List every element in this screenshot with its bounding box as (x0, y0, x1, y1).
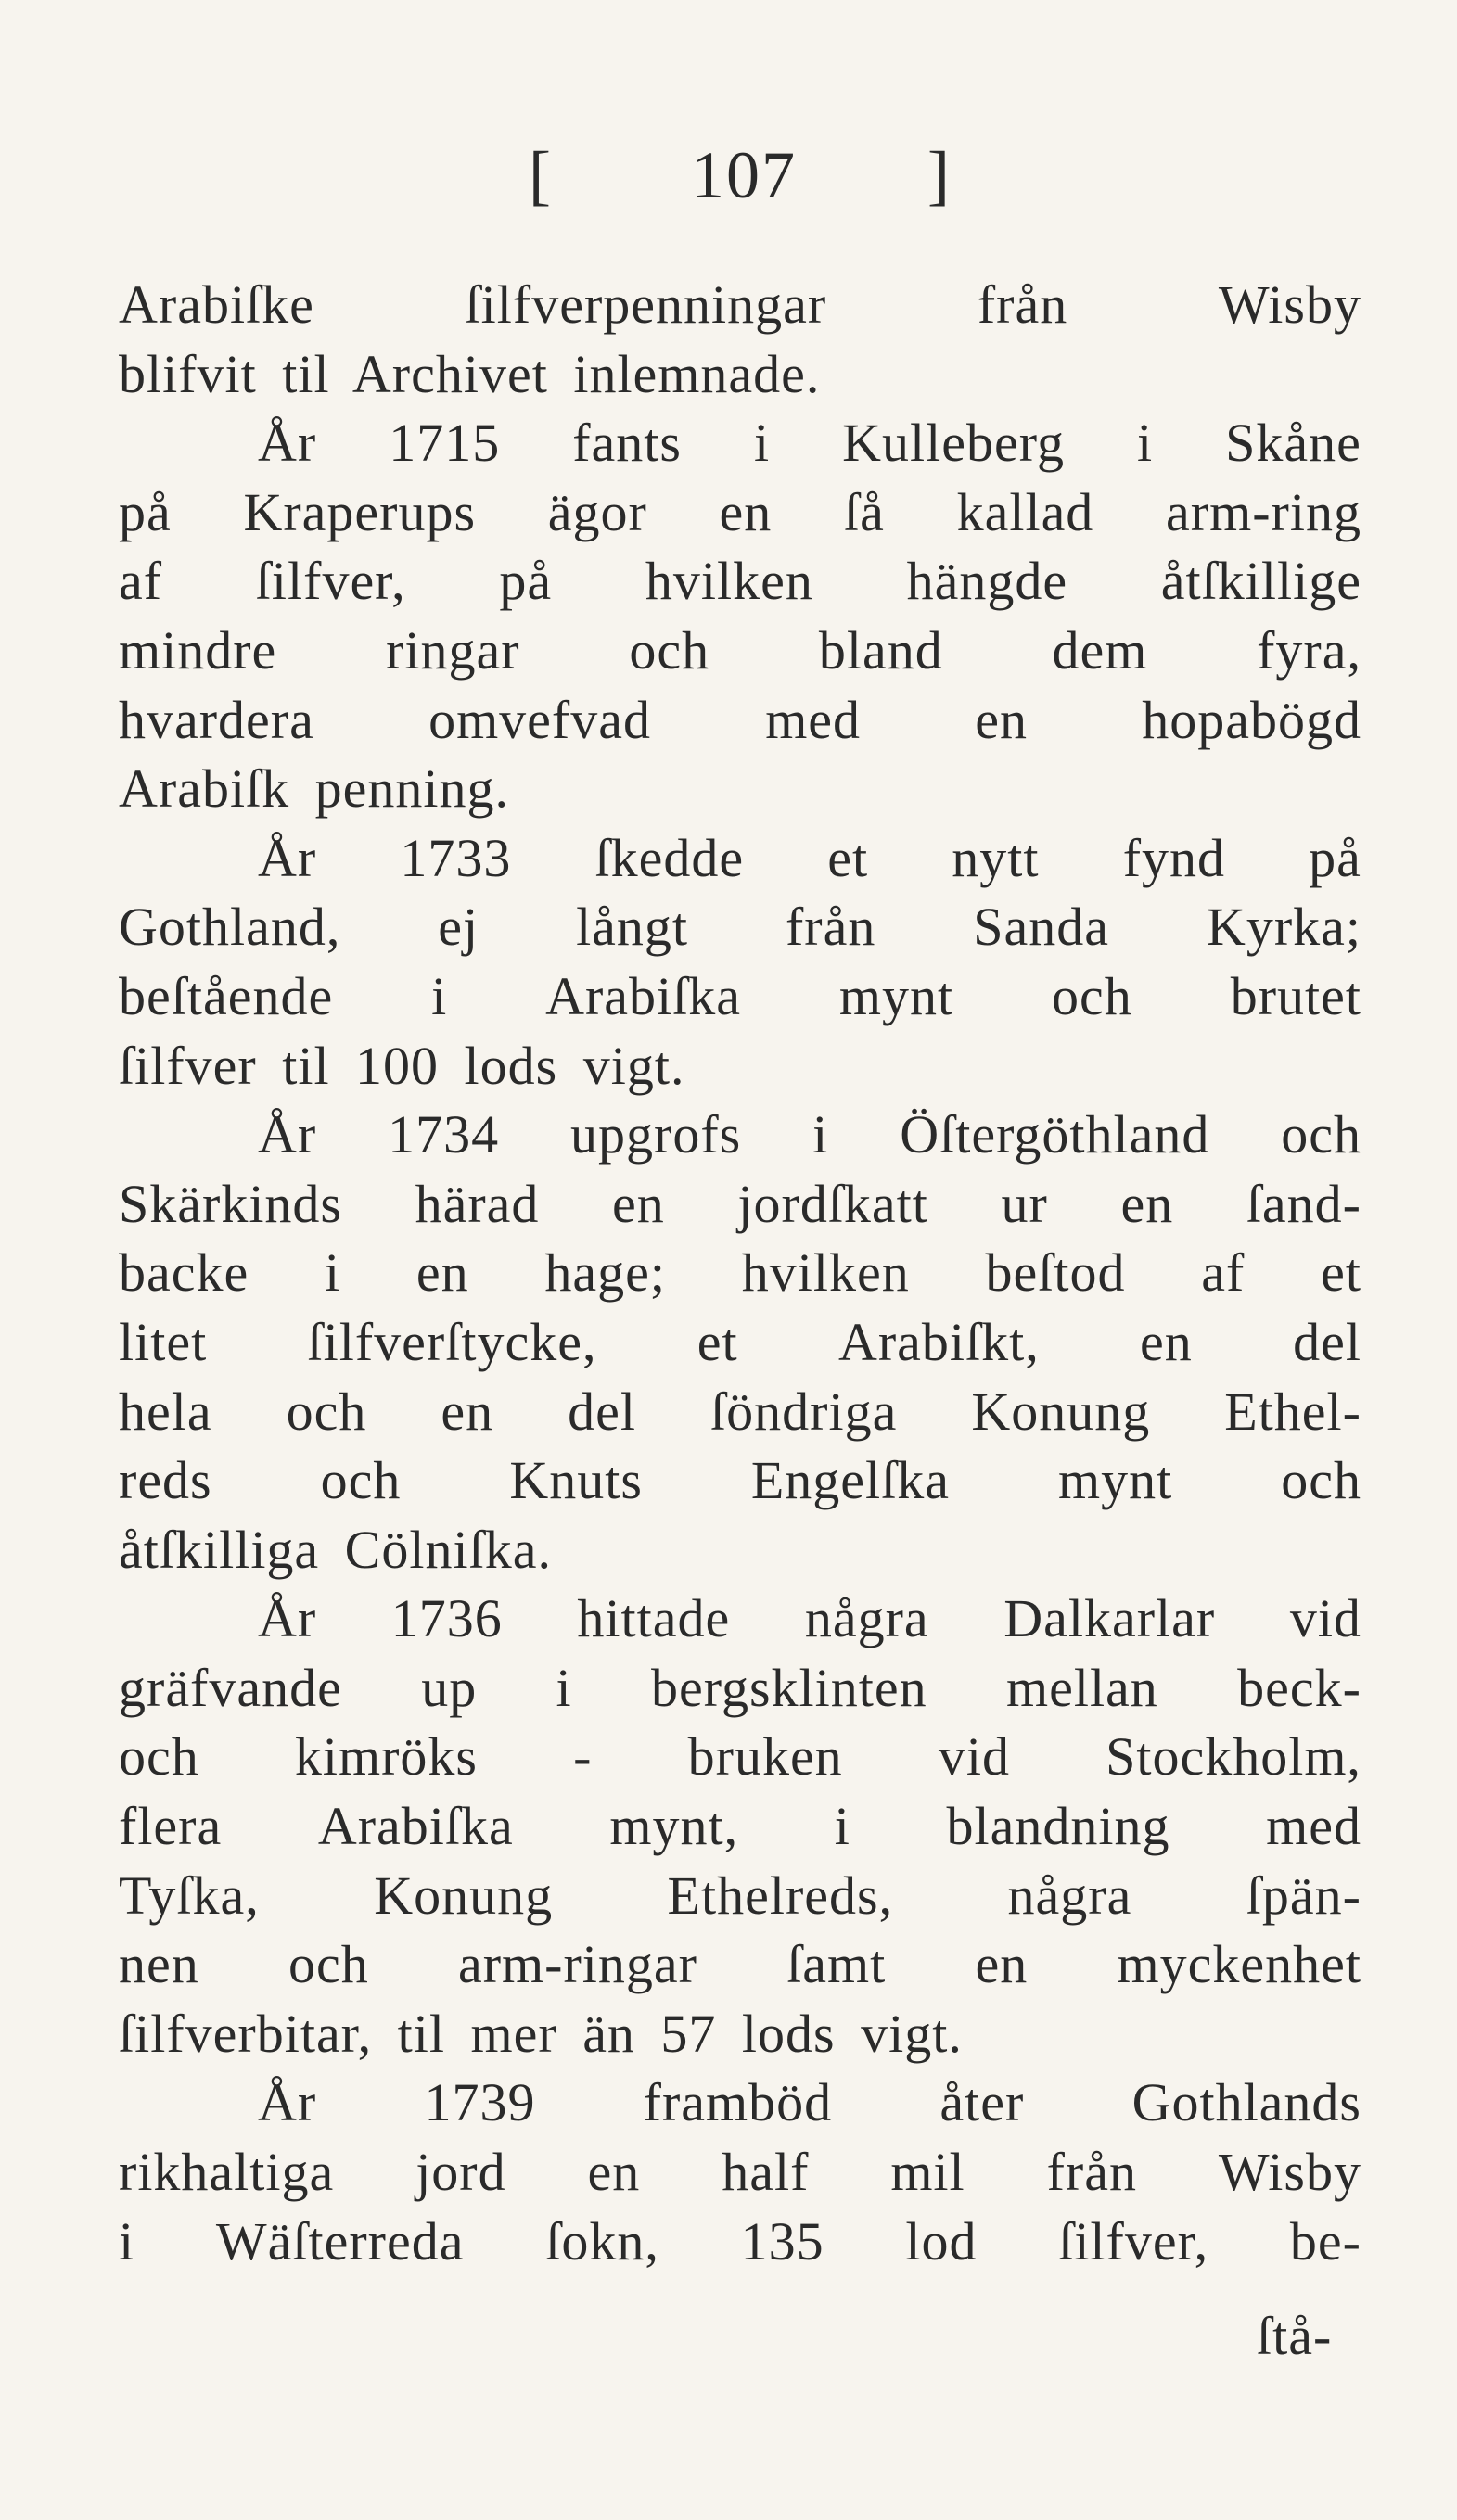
word: framböd (643, 2072, 833, 2133)
word: Gothlands (1131, 2072, 1361, 2133)
word: Sanda (973, 897, 1110, 958)
word: et (827, 827, 869, 888)
word: hvardera (119, 689, 314, 750)
text-line (119, 478, 1361, 548)
word: Gothland, (119, 897, 341, 958)
text-line (119, 2138, 1361, 2208)
text-line (119, 686, 1361, 756)
word: en (975, 689, 1028, 750)
word: År (258, 827, 317, 888)
word: och (320, 1450, 402, 1511)
word: åter (939, 2072, 1025, 2133)
word: hage; (544, 1242, 667, 1304)
page-number: 107 (691, 138, 797, 212)
word: i (431, 965, 448, 1026)
word: dem (1052, 619, 1148, 681)
word: Wäſterreda (215, 2210, 465, 2272)
word: och (1052, 965, 1132, 1026)
word: arm-ring (1166, 481, 1361, 542)
word: beck- (1237, 1657, 1361, 1718)
word: beſtod (985, 1242, 1126, 1304)
catchword: ſtå- (1257, 2306, 1333, 2366)
text-line (119, 824, 1361, 894)
word: en (441, 1381, 494, 1442)
word: af (119, 551, 163, 612)
word: 1733 (400, 827, 512, 888)
word: af (1201, 1242, 1246, 1304)
word: vid (1289, 1588, 1361, 1649)
word: på (499, 551, 553, 612)
word: kallad (956, 481, 1094, 542)
word: Kyrka; (1206, 897, 1361, 958)
text-line: åtſkilliga Cölniſka. (119, 1519, 552, 1580)
text-line (119, 547, 1361, 617)
word: del (1293, 1311, 1361, 1372)
text-line (119, 409, 1361, 478)
word: en (1140, 1311, 1193, 1372)
word: en (612, 1173, 665, 1234)
word: och (629, 619, 710, 681)
text-line: blifvit til Archivet inlemnade. (119, 343, 821, 404)
text-line (119, 1170, 1361, 1240)
word: bland (818, 619, 943, 681)
text-line (119, 2208, 1361, 2277)
word: fyra, (1257, 619, 1361, 681)
word: långt (576, 897, 689, 958)
word: fynd (1122, 827, 1226, 888)
word: År (258, 413, 317, 474)
word: blandning (946, 1796, 1170, 1857)
word: hvilken (645, 551, 813, 612)
word: en (415, 1242, 469, 1304)
text-line (119, 1862, 1361, 1931)
word: en (975, 1934, 1029, 1995)
word: 1736 (390, 1588, 503, 1649)
word: År (258, 1588, 317, 1649)
text-line (119, 1378, 1361, 1447)
word: hängde (906, 551, 1068, 612)
text-line (119, 962, 1361, 1032)
word: flera (119, 1796, 223, 1857)
word: ſöndriga (710, 1381, 898, 1442)
word: mindre (119, 619, 277, 681)
word: och (119, 1726, 199, 1788)
word: med (1266, 1796, 1361, 1857)
word: Skåne (1225, 413, 1361, 474)
word: Dalkarlar (1003, 1588, 1216, 1649)
word: på (119, 481, 172, 542)
word: mynt (1058, 1450, 1173, 1511)
word: nytt (952, 827, 1040, 888)
text-line (119, 1930, 1361, 2000)
word: ſpän- (1246, 1865, 1361, 1926)
text-line (119, 1585, 1361, 1654)
word: arm-ringar (457, 1934, 697, 1995)
word: omvefvad (428, 689, 651, 750)
word: Knuts (509, 1450, 643, 1511)
word: Ethel- (1224, 1381, 1361, 1442)
word: et (1321, 1242, 1361, 1304)
word: ſå (844, 481, 885, 542)
text-line (119, 1308, 1361, 1378)
word: Öſtergöthland (900, 1104, 1210, 1165)
word: 1734 (388, 1104, 500, 1165)
word: bergsklinten (650, 1657, 927, 1718)
word: från (1046, 2142, 1137, 2203)
word: Konung (971, 1381, 1151, 1442)
word: Kraperups (243, 481, 477, 542)
word: och (1281, 1450, 1361, 1511)
word: i (325, 1242, 341, 1304)
text-line: ſilfverbitar, til mer än 57 lods vigt. (119, 2003, 963, 2064)
word: fants (572, 413, 682, 474)
word: mynt, (609, 1796, 739, 1857)
word: på (1309, 827, 1361, 888)
word: nen (119, 1934, 199, 1995)
text-line (119, 1723, 1361, 1792)
word: et (697, 1311, 738, 1372)
word: År (258, 2072, 317, 2133)
word: ringar (386, 619, 520, 681)
text-line (119, 893, 1361, 962)
word: hela (119, 1381, 212, 1442)
word: i (1137, 413, 1154, 474)
word: Stockholm, (1106, 1726, 1361, 1788)
word: bruken (687, 1726, 843, 1788)
word: Skärkinds (119, 1173, 342, 1234)
word: 1715 (389, 413, 501, 474)
word: - (573, 1726, 593, 1788)
word: beſtående (119, 965, 334, 1026)
word: ej (438, 897, 479, 958)
word: hopabögd (1142, 689, 1361, 750)
text-line (119, 1792, 1361, 1862)
word: med (765, 689, 862, 750)
word: kimröks (294, 1726, 479, 1788)
word: i (834, 1796, 850, 1857)
page-header (0, 137, 1457, 248)
text-line (119, 2068, 1361, 2138)
word: en (1120, 1173, 1174, 1234)
word: litet (119, 1311, 208, 1372)
word: 135 (740, 2210, 824, 2272)
word: Kulleberg (842, 413, 1066, 474)
word: ägor (547, 481, 647, 542)
word: och (286, 1381, 367, 1442)
text-line (119, 1654, 1361, 1724)
text-line (119, 617, 1361, 686)
word: ſilfverpenningar (465, 274, 827, 335)
word: Arabiſka (545, 965, 742, 1026)
word: half (722, 2142, 810, 2203)
word: härad (415, 1173, 540, 1234)
word: reds (119, 1450, 212, 1511)
word: från (785, 897, 876, 958)
word: mynt (838, 965, 954, 1026)
word: Arabiſkt, (837, 1311, 1040, 1372)
text-line (119, 271, 1361, 340)
text-line (119, 1101, 1361, 1170)
word: i (754, 413, 771, 474)
word: från (977, 274, 1068, 335)
word: rikhaltiga (119, 2142, 335, 2203)
word: mellan (1005, 1657, 1158, 1718)
word: backe (119, 1242, 249, 1304)
word: åtſkillige (1160, 551, 1361, 612)
word: Engelſka (750, 1450, 951, 1511)
word: i (119, 2210, 135, 2272)
word: i (812, 1104, 829, 1165)
word: up (421, 1657, 478, 1718)
word: Wisby (1218, 2142, 1361, 2203)
word: ſokn, (545, 2210, 659, 2272)
word: vid (938, 1726, 1010, 1788)
header-bracket-right: ] (927, 138, 950, 212)
word: ſamt (786, 1934, 887, 1995)
text-line (119, 1446, 1361, 1516)
word: en (587, 2142, 641, 2203)
word: några (804, 1588, 929, 1649)
word: ſilfver, (1058, 2210, 1209, 2272)
word: ſkedde (594, 827, 745, 888)
text-line: Arabiſk penning. (119, 758, 510, 820)
word: mil (890, 2142, 965, 2203)
word: brutet (1230, 965, 1361, 1026)
word: ur (1001, 1173, 1048, 1234)
header-bracket-left: [ (529, 138, 551, 212)
word: Ethelreds, (667, 1865, 894, 1926)
word: Wisby (1218, 274, 1361, 335)
text-line: ſilfver til 100 lods vigt. (119, 1035, 685, 1096)
word: Arabiſka (317, 1796, 514, 1857)
word: några (1007, 1865, 1132, 1926)
word: och (1281, 1104, 1361, 1165)
word: i (556, 1657, 572, 1718)
word: Konung (374, 1865, 554, 1926)
word: del (568, 1381, 637, 1442)
word: jordſkatt (737, 1173, 928, 1234)
word: Tyſka, (119, 1865, 260, 1926)
word: och (288, 1934, 369, 1995)
text-line (119, 1239, 1361, 1308)
word: År (258, 1104, 317, 1165)
word: ſand- (1246, 1173, 1361, 1234)
word: en (719, 481, 773, 542)
word: upgrofs (570, 1104, 742, 1165)
word: gräfvande (119, 1657, 342, 1718)
word: ſilfver, (255, 551, 406, 612)
word: be- (1289, 2210, 1361, 2272)
body-text (119, 271, 1361, 2276)
word: lod (905, 2210, 978, 2272)
word: hittade (577, 1588, 731, 1649)
word: hvilken (741, 1242, 910, 1304)
word: Arabiſke (119, 274, 314, 335)
word: jord (415, 2142, 506, 2203)
word: myckenhet (1117, 1934, 1361, 1995)
word: 1739 (424, 2072, 536, 2133)
word: ſilfverſtycke, (307, 1311, 597, 1372)
